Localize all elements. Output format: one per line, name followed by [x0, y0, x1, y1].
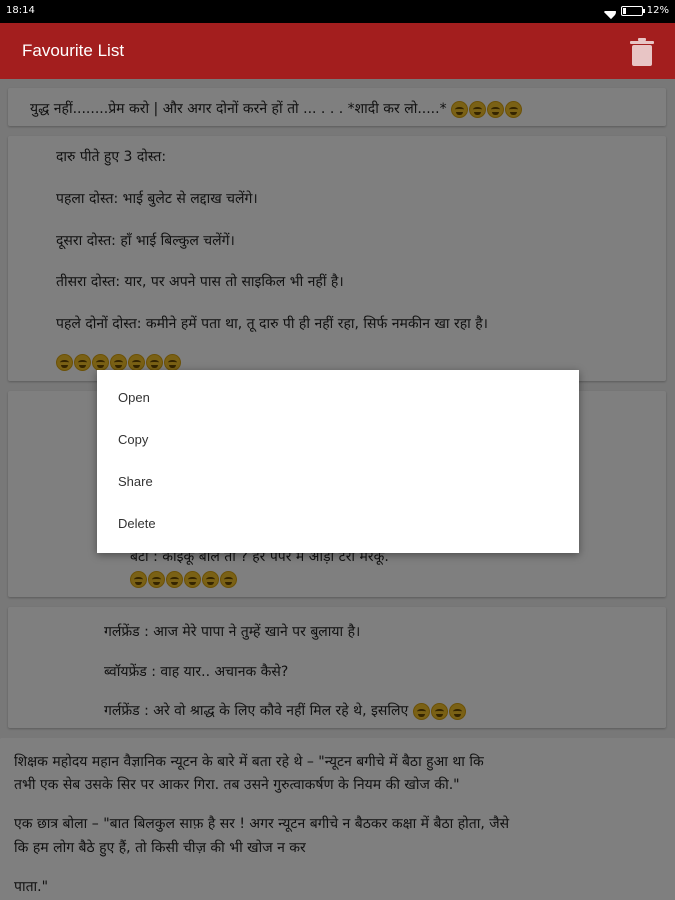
wifi-icon	[605, 6, 617, 16]
menu-item-copy[interactable]: Copy	[118, 432, 149, 447]
trash-icon[interactable]	[629, 38, 655, 66]
status-icons	[605, 5, 669, 16]
status-time: 18:14	[6, 5, 35, 16]
menu-item-open[interactable]: Open	[118, 390, 150, 405]
battery-icon	[621, 6, 643, 16]
page-title: Favourite List	[22, 41, 125, 60]
app-bar	[0, 23, 675, 79]
menu-item-delete[interactable]: Delete	[118, 516, 156, 531]
battery-percent: 12%	[646, 5, 669, 16]
menu-item-share[interactable]: Share	[118, 474, 153, 489]
context-menu	[97, 370, 579, 553]
status-bar	[0, 0, 675, 23]
